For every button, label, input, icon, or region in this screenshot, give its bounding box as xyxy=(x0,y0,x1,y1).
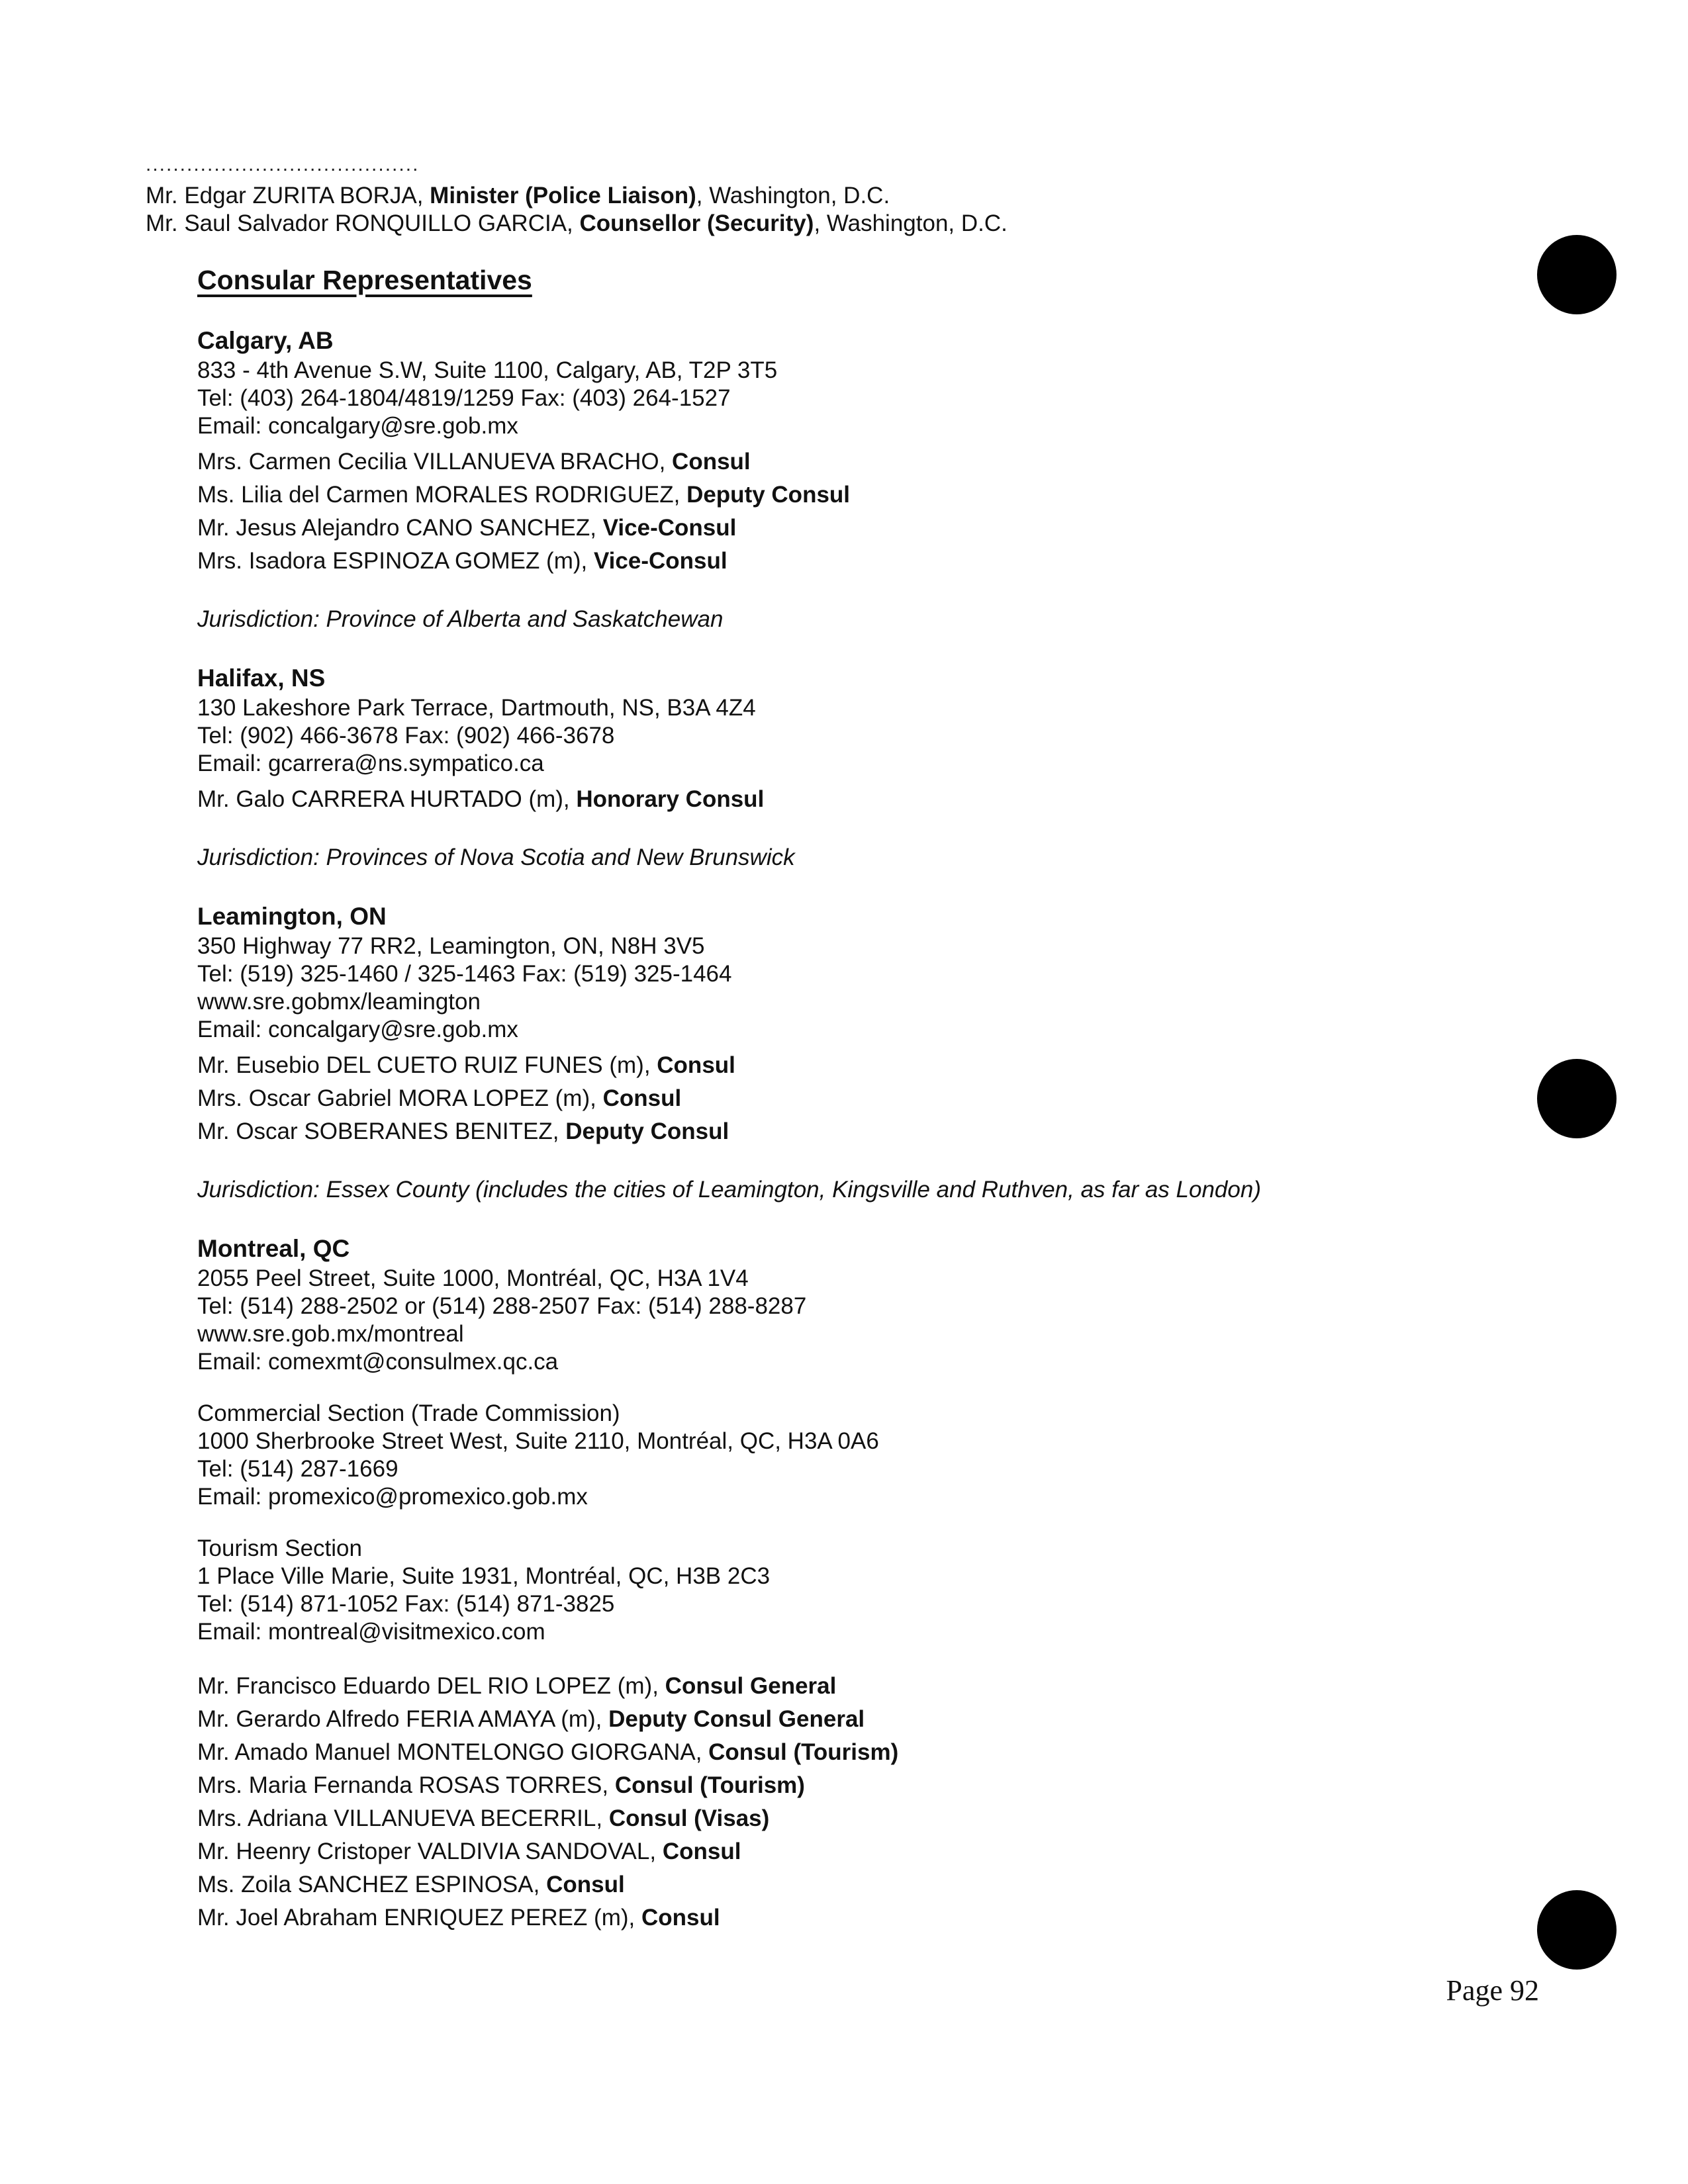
staff-list xyxy=(197,1049,1521,1148)
office-calgary xyxy=(197,325,1521,633)
office-phone: Tel: (514) 288-2502 or (514) 288-2507 Fax: (514) 288-8287 xyxy=(197,1293,807,1319)
office-title: Leamington, ON xyxy=(197,903,387,930)
staff-line: Mr. Amado Manuel MONTELONGO GIORGANA, Consul (Tourism) xyxy=(197,1739,899,1765)
office-halifax xyxy=(197,662,1521,872)
office-title: Halifax, NS xyxy=(197,664,326,692)
jurisdiction: Jurisdiction: Province of Alberta and Saskatchewan xyxy=(197,606,724,632)
office-phone: Tel: (519) 325-1460 / 325-1463 Fax: (519) 325-1464 xyxy=(197,961,732,987)
staff-line: Mrs. Maria Fernanda ROSAS TORRES, Consul (Tourism) xyxy=(197,1772,805,1798)
staff-list xyxy=(197,445,1521,578)
section-email: Email: promexico@promexico.gob.mx xyxy=(197,1484,588,1510)
top-staff-line: Mr. Saul Salvador RONQUILLO GARCIA, Counsellor (Security), Washington, D.C. xyxy=(146,210,1008,236)
staff-line: Mrs. Carmen Cecilia VILLANUEVA BRACHO, Consul xyxy=(197,449,751,475)
section-heading: Consular Representatives xyxy=(197,265,532,295)
staff-line: Mrs. Oscar Gabriel MORA LOPEZ (m), Consul xyxy=(197,1085,682,1111)
office-address: 130 Lakeshore Park Terrace, Dartmouth, NS, B3A 4Z4 xyxy=(197,695,756,721)
office-title: Calgary, AB xyxy=(197,327,334,354)
office-email: Email: comexmt@consulmex.qc.ca xyxy=(197,1349,559,1375)
section-phone: Tel: (514) 287-1669 xyxy=(197,1456,399,1482)
office-leamington xyxy=(197,901,1521,1204)
staff-list xyxy=(197,783,1521,816)
staff-line: Mrs. Isadora ESPINOZA GOMEZ (m), Vice-Consul xyxy=(197,548,727,574)
section-title: Tourism Section xyxy=(197,1535,362,1561)
office-email: Email: concalgary@sre.gob.mx xyxy=(197,413,518,439)
staff-line: Mr. Galo CARRERA HURTADO (m), Honorary Consul xyxy=(197,786,765,812)
punch-hole xyxy=(1537,1890,1617,1970)
section-address: 1000 Sherbrooke Street West, Suite 2110, Montréal, QC, H3A 0A6 xyxy=(197,1428,879,1454)
staff-line: Mr. Francisco Eduardo DEL RIO LOPEZ (m), Consul General xyxy=(197,1673,837,1699)
consular-content xyxy=(197,265,1521,1964)
office-email: Email: concalgary@sre.gob.mx xyxy=(197,1017,518,1042)
office-address: 2055 Peel Street, Suite 1000, Montréal, QC, H3A 1V4 xyxy=(197,1265,749,1291)
punch-hole xyxy=(1537,1059,1617,1138)
staff-line: Mr. Eusebio DEL CUETO RUIZ FUNES (m), Consul xyxy=(197,1052,735,1078)
tourism-section xyxy=(197,1535,1521,1646)
office-montreal xyxy=(197,1233,1521,1934)
staff-line: Mr. Gerardo Alfredo FERIA AMAYA (m), Deputy Consul General xyxy=(197,1706,865,1732)
office-email: Email: gcarrera@ns.sympatico.ca xyxy=(197,751,544,776)
dotted-separator: ........................................ xyxy=(146,154,420,175)
page-number: Page 92 xyxy=(1446,1974,1539,2007)
staff-line: Ms. Lilia del Carmen MORALES RODRIGUEZ, Deputy Consul xyxy=(197,482,851,508)
office-address: 833 - 4th Avenue S.W, Suite 1100, Calgary, AB, T2P 3T5 xyxy=(197,357,778,383)
office-website: www.sre.gob.mx/montreal xyxy=(197,1321,464,1347)
staff-line: Mr. Oscar SOBERANES BENITEZ, Deputy Consul xyxy=(197,1118,729,1144)
staff-line: Mrs. Adriana VILLANUEVA BECERRIL, Consul (Visas) xyxy=(197,1805,770,1831)
punch-hole xyxy=(1537,235,1617,314)
section-email: Email: montreal@visitmexico.com xyxy=(197,1619,545,1645)
jurisdiction: Jurisdiction: Provinces of Nova Scotia and New Brunswick xyxy=(197,844,795,870)
staff-line: Ms. Zoila SANCHEZ ESPINOSA, Consul xyxy=(197,1872,625,1897)
commercial-section xyxy=(197,1400,1521,1511)
section-title: Commercial Section (Trade Commission) xyxy=(197,1400,620,1426)
section-address: 1 Place Ville Marie, Suite 1931, Montréal, QC, H3B 2C3 xyxy=(197,1563,771,1589)
top-staff-line: Mr. Edgar ZURITA BORJA, Minister (Police Liaison), Washington, D.C. xyxy=(146,183,890,208)
office-website: www.sre.gobmx/leamington xyxy=(197,989,481,1015)
staff-line: Mr. Jesus Alejandro CANO SANCHEZ, Vice-Consul xyxy=(197,515,737,541)
office-address: 350 Highway 77 RR2, Leamington, ON, N8H 3V5 xyxy=(197,933,705,959)
top-staff-list xyxy=(146,182,1008,238)
jurisdiction: Jurisdiction: Essex County (includes the cities of Leamington, Kingsville and Ruthven, as far as London) xyxy=(197,1177,1261,1203)
office-phone: Tel: (403) 264-1804/4819/1259 Fax: (403) 264-1527 xyxy=(197,385,731,411)
section-phone: Tel: (514) 871-1052 Fax: (514) 871-3825 xyxy=(197,1591,615,1617)
staff-line: Mr. Joel Abraham ENRIQUEZ PEREZ (m), Consul xyxy=(197,1905,720,1931)
office-title: Montreal, QC xyxy=(197,1235,350,1262)
staff-list xyxy=(197,1670,1521,1934)
office-phone: Tel: (902) 466-3678 Fax: (902) 466-3678 xyxy=(197,723,615,749)
staff-line: Mr. Heenry Cristoper VALDIVIA SANDOVAL, Consul xyxy=(197,1839,741,1864)
